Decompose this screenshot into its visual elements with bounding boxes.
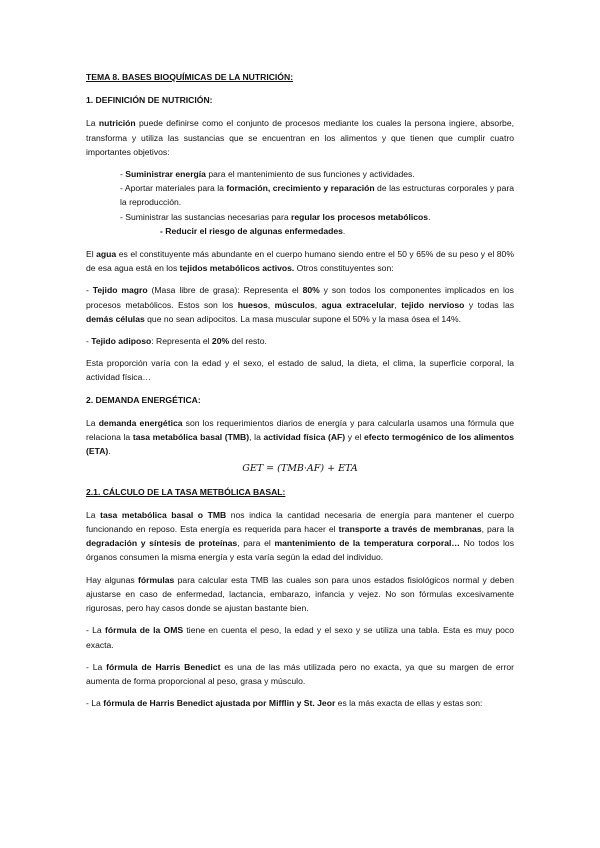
text-run-bold: huesos <box>237 299 268 310</box>
text-run: es una de las más utilizada pero no exacta, ya que su margen de error aumenta de forma proporcional al peso, grasa y músculo. <box>86 661 514 686</box>
text-run: - La <box>86 625 105 636</box>
text-run: La <box>86 118 99 129</box>
text-run: son los requerimientos diarios de energía y para calcularla usamos una fórmula que relaciona la <box>86 417 515 443</box>
text-run: y todas las <box>464 299 515 310</box>
text-run: para el mantenimiento de sus funciones y actividades. <box>205 169 415 180</box>
text-run: es la más exacta de ellas y estas son: <box>335 698 483 709</box>
text-run: - La <box>86 698 104 709</box>
variation-paragraph: Esta proporción varía con la edad y el sexo, el estado de salud, la dieta, el clima, la superficie corporal, la actividad física… <box>86 358 514 383</box>
objective-materials <box>120 181 514 209</box>
text-run: (Masa libre de grasa): Representa el <box>147 285 303 296</box>
text-run: , para el <box>237 538 275 549</box>
text-run-bold: fórmula de Harris Benedict ajustada por Mifflin y St. Jeor <box>103 698 336 709</box>
text-run: - La <box>86 661 107 672</box>
text-run-bold: - Reducir el riesgo de algunas enfermedades <box>160 225 343 236</box>
formulas-paragraph <box>86 573 514 616</box>
text-run: , <box>267 299 275 310</box>
text-run: El <box>86 249 97 260</box>
text-run: , <box>314 299 322 310</box>
oms-formula-paragraph <box>86 623 514 651</box>
text-run-bold: tasa metabólica basal o TMB <box>100 509 227 520</box>
text-run-bold: agua extracelular <box>321 299 395 310</box>
text-run: . <box>428 211 431 222</box>
text-run: tiene en cuenta el peso, la edad y el sexo y se utiliza una tabla. Esta es muy poco exacta. <box>86 625 515 650</box>
section-2-1-heading: 2.1. CÁLCULO DE LA TASA METBÓLICA BASAL: <box>86 486 286 497</box>
text-run-bold: Tejido magro <box>92 285 148 296</box>
text-run: es el constituyente más abundante en el cuerpo humano siendo entre el 50 y 65% de su peso y el 80% de esa agua está en los <box>86 249 514 274</box>
text-run: , <box>394 299 402 310</box>
text-run: - Aportar materiales para la <box>120 183 227 194</box>
adipose-tissue-paragraph <box>86 334 514 348</box>
document-title: TEMA 8. BASES BIOQUÍMICAS DE LA NUTRICIÓN: <box>86 72 294 82</box>
section-1-heading: 1. DEFINICIÓN DE NUTRICIÓN: <box>86 95 213 106</box>
text-run-bold: Tejido adiposo <box>91 336 152 347</box>
text-run-bold: 80% <box>302 285 320 296</box>
text-run-bold: nutrición <box>98 118 136 129</box>
text-run: para calcular esta TMB las cuales son para unos estados fisiológicos normal y deben ajustarse en caso de enfermedad, lactancia, embarazo, infancia y vejez. No son fórmulas excesivamente rigurosas, pero hay casos donde se ajustan bastante bien. <box>86 574 514 614</box>
text-run-bold: tejidos metabólicos activos. <box>179 263 295 274</box>
text-run: - Suministrar las sustancias necesarias para <box>120 211 291 222</box>
text-run-bold: 20% <box>211 336 230 347</box>
text-run: , la <box>249 432 264 443</box>
text-run-bold: Suministrar energía <box>125 169 206 180</box>
text-run: puede definirse como el conjunto de procesos mediante los cuales la persona ingiere, absorbe, transforma y utiliza las sustancias que se encuentran en los alimentos y que tienen que cumplir cuatro importantes objetivos: <box>86 118 514 157</box>
objective-risk <box>120 224 514 238</box>
text-run: No todos los órganos consumen la misma energía y esta varía según la edad del individuo. <box>86 538 514 563</box>
text-run: y son todos los componentes implicados en los procesos metabólicos. Estos son los <box>86 285 514 310</box>
text-run-bold: degradación y síntesis de proteínas <box>86 538 238 549</box>
text-run: , para la <box>481 524 514 535</box>
text-run: Otros constituyentes son: <box>294 263 394 274</box>
text-run-bold: tejido nervioso <box>401 299 465 310</box>
objectives-list <box>120 167 514 238</box>
text-run-bold: demanda energética <box>98 417 183 428</box>
harris-benedict-paragraph <box>86 660 514 688</box>
get-formula: GET = (TMB·AF) + ETA <box>242 463 358 475</box>
water-paragraph <box>86 247 514 275</box>
objective-energy <box>120 167 514 181</box>
text-run-bold: formación, crecimiento y reparación <box>226 183 375 194</box>
lean-tissue-paragraph <box>86 283 514 326</box>
mifflin-paragraph <box>86 696 514 710</box>
text-run: del resto. <box>229 336 267 347</box>
text-run: que no sean adipocitos. La masa muscular supone el 50% y la masa ósea el 14%. <box>144 313 462 324</box>
energy-demand-paragraph <box>86 416 514 459</box>
text-run-bold: actividad física (AF) <box>263 432 346 443</box>
section-2-heading: 2. DEMANDA ENERGÉTICA: <box>86 394 201 405</box>
text-run: . <box>342 225 346 236</box>
text-run: - <box>86 285 93 296</box>
document-page <box>86 70 514 710</box>
text-run-bold: músculos <box>274 299 315 310</box>
text-run: nos indica la cantidad necesaria de energía para mantener el cuerpo funcionando en reposo. Esta energía es requerida para hacer el <box>86 509 515 535</box>
text-run: de las estructuras corporales y para la reproducción. <box>120 183 514 208</box>
objective-regulate <box>120 210 514 224</box>
text-run-bold: fórmulas <box>138 574 175 585</box>
text-run-bold: mantenimiento de la temperatura corporal… <box>274 538 461 549</box>
text-run-bold: efecto termogénico de los alimentos (ETA) <box>86 432 514 457</box>
tmb-paragraph <box>86 508 514 565</box>
text-run-bold: fórmula de Harris Benedict <box>106 661 221 672</box>
text-run-bold: demás células <box>86 313 145 324</box>
text-run: y el <box>345 432 365 443</box>
text-run: La <box>86 509 101 520</box>
text-run: - <box>120 169 126 180</box>
text-run-bold: fórmula de la OMS <box>105 625 184 636</box>
text-run: La <box>86 417 99 428</box>
text-run-bold: tasa metabólica basal (TMB) <box>132 432 250 443</box>
text-run-bold: transporte a través de membranas <box>338 524 482 535</box>
text-run: . <box>108 446 111 457</box>
text-run-bold: agua <box>96 249 117 260</box>
text-run: Hay algunas <box>86 574 139 585</box>
text-run: : Representa el <box>151 336 212 347</box>
text-run-bold: regular los procesos metabólicos <box>291 211 429 222</box>
nutrition-definition-paragraph <box>86 116 514 159</box>
text-run: - <box>86 336 92 347</box>
